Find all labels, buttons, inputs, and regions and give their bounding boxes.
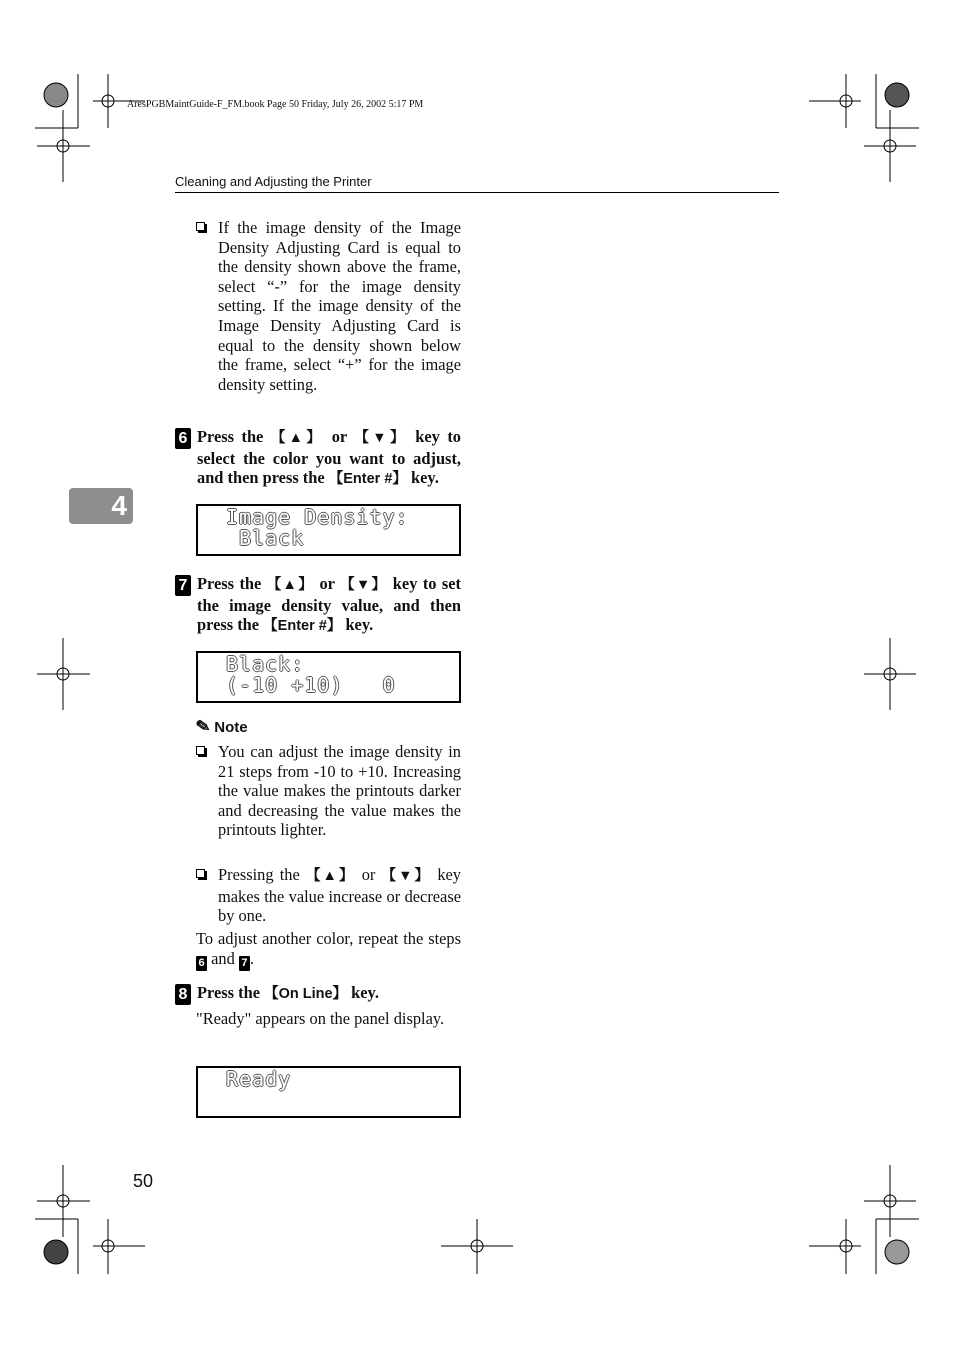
lcd-line-1: Image Density: <box>226 505 409 529</box>
note-text: key makes the value increase or decrease by one. <box>218 865 461 926</box>
down-key-label: 【▼】 <box>354 430 408 446</box>
step-text: key to select the color you want to adjust, and then press the <box>197 427 461 488</box>
repeat-text: and <box>207 948 239 968</box>
checkbox-bullet-icon <box>196 222 205 231</box>
file-meta-line: AresPGBMaintGuide-F_FM.book Page 50 Friday, July 26, 2002 5:17 PM <box>127 99 424 110</box>
step-number-badge: 6 <box>175 428 191 449</box>
step-text: or <box>314 574 341 593</box>
repeat-instruction <box>196 929 461 971</box>
note-title: Note <box>214 719 248 736</box>
step-text: or <box>324 427 355 446</box>
checkbox-bullet-icon <box>196 746 205 755</box>
online-key-label: 【On Line】 <box>264 986 348 1002</box>
down-key-label: 【▼】 <box>381 868 432 884</box>
step-ref-badge: 6 <box>196 956 207 971</box>
step-text: Press the <box>197 983 265 1002</box>
lcd-line-2: Black <box>226 526 305 550</box>
step-text: Press the <box>197 574 267 593</box>
step-ref-badge: 7 <box>239 956 250 971</box>
note-text: Pressing the <box>218 865 306 884</box>
panel-display-ready <box>196 1066 461 1118</box>
header-rule <box>175 192 779 193</box>
enter-key-label: 【Enter #】 <box>263 618 342 635</box>
bullet-density-selection <box>175 218 461 394</box>
step-6 <box>175 427 461 490</box>
ready-description: "Ready" appears on the panel display. <box>196 1009 445 1028</box>
repeat-text: To adjust another color, repeat the steps <box>196 929 461 948</box>
lcd-line-2: (-10 +10) 0 <box>226 673 396 697</box>
step-number-badge: 7 <box>175 575 191 596</box>
note-item-range <box>175 742 461 840</box>
step-text: key to set the image density value, and then press the <box>197 574 461 635</box>
down-key-label: 【▼】 <box>340 577 388 593</box>
bullet-text: If the image density of the Image Density Adjusting Card is equal to the density shown above the frame, select “-” for the image density setting. If the image density of the Image Density Adjusting Card is equal to the density shown below the frame, select “+” for the image density setting. <box>218 218 461 394</box>
page-number: 50 <box>133 1171 154 1191</box>
step-7 <box>175 574 461 637</box>
note-heading <box>196 717 248 737</box>
step-text: Press the <box>197 427 271 446</box>
pencil-icon: ✎ <box>194 715 212 738</box>
step-text: key. <box>347 983 379 1002</box>
panel-display-black-value <box>196 651 461 703</box>
enter-key-label: 【Enter #】 <box>328 471 407 488</box>
checkbox-bullet-icon <box>196 869 205 878</box>
up-key-label: 【▲】 <box>270 430 325 446</box>
up-key-label: 【▲】 <box>266 577 315 593</box>
up-key-label: 【▲】 <box>305 868 356 884</box>
note-item-keys <box>175 865 461 926</box>
note-text: or <box>355 865 382 884</box>
step-8 <box>175 983 461 1005</box>
repeat-text: . <box>249 948 254 968</box>
panel-display-image-density <box>196 504 461 556</box>
chapter-tab: 4 <box>69 488 133 524</box>
note-text: You can adjust the image density in 21 steps from -10 to +10. Increasing the value makes the printouts darker and decreasing the value makes the printouts lighter. <box>218 742 461 840</box>
lcd-line-1: Ready <box>226 1067 292 1091</box>
running-head: Cleaning and Adjusting the Printer <box>175 174 372 189</box>
step-number-badge: 8 <box>175 984 191 1005</box>
step-text: key. <box>406 468 439 488</box>
step-text: key. <box>341 615 374 635</box>
lcd-line-1: Black: <box>226 652 305 676</box>
